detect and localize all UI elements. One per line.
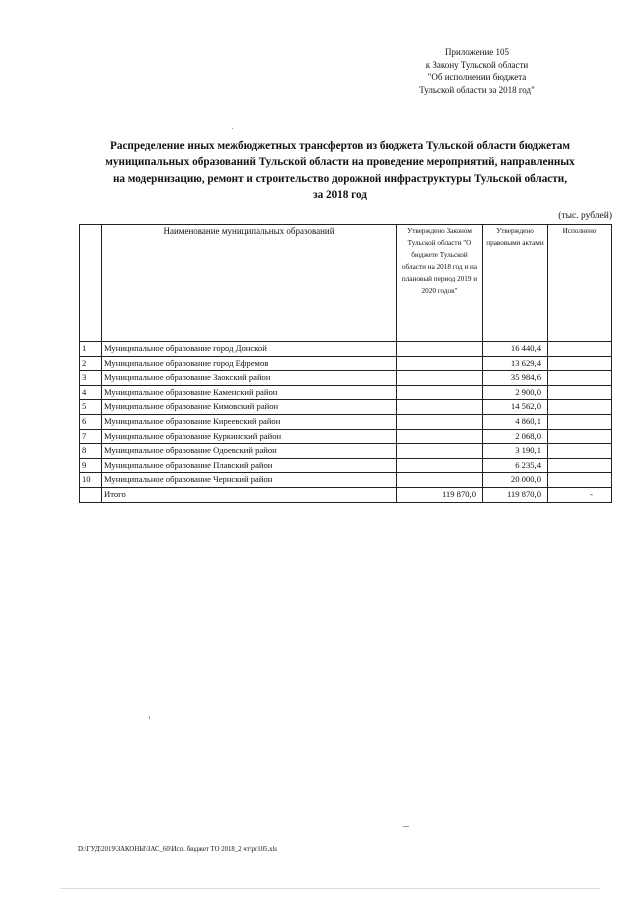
- file-path-footer: D:\ГУД\2019\ЗАКОНЫ\ЗАС_60\Исп. бюджет ТО 2018_2 чт\pr105.xls: [78, 846, 278, 853]
- table-row: [80, 458, 612, 473]
- appendix-line: к Закону Тульской области: [425, 59, 529, 70]
- scan-speck: [232, 128, 233, 129]
- table-row: [80, 371, 612, 386]
- row-number: 1: [80, 342, 102, 357]
- units-label: (тыс. рублей): [558, 211, 612, 221]
- row-municipality: Муниципальное образование Кимовский район: [102, 400, 397, 415]
- header-executed: Исполнено: [548, 225, 612, 342]
- row-municipality: Муниципальное образование Плавский район: [102, 458, 397, 473]
- title-line: муниципальных образований Тульской области на проведение мероприятий, направленных: [105, 156, 575, 169]
- table-row: [80, 385, 612, 400]
- row-approved-acts: 2 068,0: [483, 429, 548, 444]
- transfers-table: [79, 224, 612, 503]
- row-number: 6: [80, 414, 102, 429]
- row-municipality: Муниципальное образование Каменский район: [102, 385, 397, 400]
- row-approved-acts: 13 629,4: [483, 356, 548, 371]
- table-row: [80, 400, 612, 415]
- row-executed: [548, 400, 612, 415]
- row-approved-acts: 16 440,4: [483, 342, 548, 357]
- row-executed: [548, 371, 612, 386]
- row-executed: [548, 458, 612, 473]
- total-approved-acts: 119 870,0: [483, 487, 548, 502]
- appendix-line: Тульской области за 2018 год": [419, 84, 535, 95]
- row-municipality: Муниципальное образование Заокский район: [102, 371, 397, 386]
- row-number: 10: [80, 473, 102, 488]
- row-approved-law: [397, 473, 483, 488]
- appendix-block: [392, 46, 562, 96]
- appendix-line: Приложение 105: [444, 47, 510, 57]
- row-approved-law: [397, 385, 483, 400]
- appendix-line: "Об исполнении бюджета: [427, 72, 527, 83]
- row-approved-acts: 14 562,0: [483, 400, 548, 415]
- table-header-row: [80, 225, 612, 342]
- row-approved-acts: 6 235,4: [483, 458, 548, 473]
- row-number: 3: [80, 371, 102, 386]
- row-municipality: Муниципальное образование Чернский район: [102, 473, 397, 488]
- row-approved-acts: 20 000,0: [483, 473, 548, 488]
- scan-edge-line: [60, 888, 600, 889]
- title-line: Распределение иных межбюджетных трансфертов из бюджета Тульской области бюджетам: [110, 140, 570, 152]
- row-approved-acts: 3 190,1: [483, 444, 548, 459]
- row-executed: [548, 342, 612, 357]
- document-title: [70, 138, 610, 204]
- row-number: 8: [80, 444, 102, 459]
- row-approved-acts: 2 900,0: [483, 385, 548, 400]
- row-number: 5: [80, 400, 102, 415]
- row-approved-law: [397, 414, 483, 429]
- title-line: за 2018 год: [313, 189, 367, 202]
- row-executed: [548, 473, 612, 488]
- row-number: 2: [80, 356, 102, 371]
- table-body: [80, 225, 612, 503]
- row-approved-law: [397, 342, 483, 357]
- row-approved-law: [397, 444, 483, 459]
- header-approved-law: Утверждено Законом Тульской области "О бюджете Тульской области на 2018 год и на плановый период 2019 и 2020 годов": [397, 225, 483, 342]
- total-label: Итого: [102, 487, 397, 502]
- row-executed: [548, 429, 612, 444]
- row-approved-law: [397, 371, 483, 386]
- header-number: [80, 225, 102, 342]
- row-approved-law: [397, 429, 483, 444]
- row-number: 4: [80, 385, 102, 400]
- scan-speck: [149, 716, 150, 719]
- scan-speck: [403, 826, 409, 827]
- row-approved-law: [397, 356, 483, 371]
- row-approved-acts: 35 984,6: [483, 371, 548, 386]
- table-row: [80, 444, 612, 459]
- header-approved-acts: Утверждено правовыми актами: [483, 225, 548, 342]
- row-executed: [548, 414, 612, 429]
- row-executed: [548, 385, 612, 400]
- table-row: [80, 342, 612, 357]
- total-approved-law: 119 870,0: [397, 487, 483, 502]
- table-row: [80, 356, 612, 371]
- row-municipality: Муниципальное образование город Ефремов: [102, 356, 397, 371]
- header-name: Наименование муниципальных образований: [102, 225, 397, 342]
- total-row: [80, 487, 612, 502]
- row-municipality: Муниципальное образование Куркинский район: [102, 429, 397, 444]
- row-number: 9: [80, 458, 102, 473]
- row-number: 7: [80, 429, 102, 444]
- table-row: [80, 473, 612, 488]
- row-municipality: Муниципальное образование Киреевский район: [102, 414, 397, 429]
- row-municipality: Муниципальное образование Одоевский район: [102, 444, 397, 459]
- table-row: [80, 414, 612, 429]
- row-executed: [548, 356, 612, 371]
- title-line: на модернизацию, ремонт и строительство дорожной инфраструктуры Тульской области,: [112, 172, 568, 185]
- row-executed: [548, 444, 612, 459]
- row-approved-law: [397, 458, 483, 473]
- table-row: [80, 429, 612, 444]
- row-municipality: Муниципальное образование город Донской: [102, 342, 397, 357]
- total-executed: -: [548, 487, 612, 502]
- row-approved-acts: 4 860,1: [483, 414, 548, 429]
- total-number: [80, 487, 102, 502]
- row-approved-law: [397, 400, 483, 415]
